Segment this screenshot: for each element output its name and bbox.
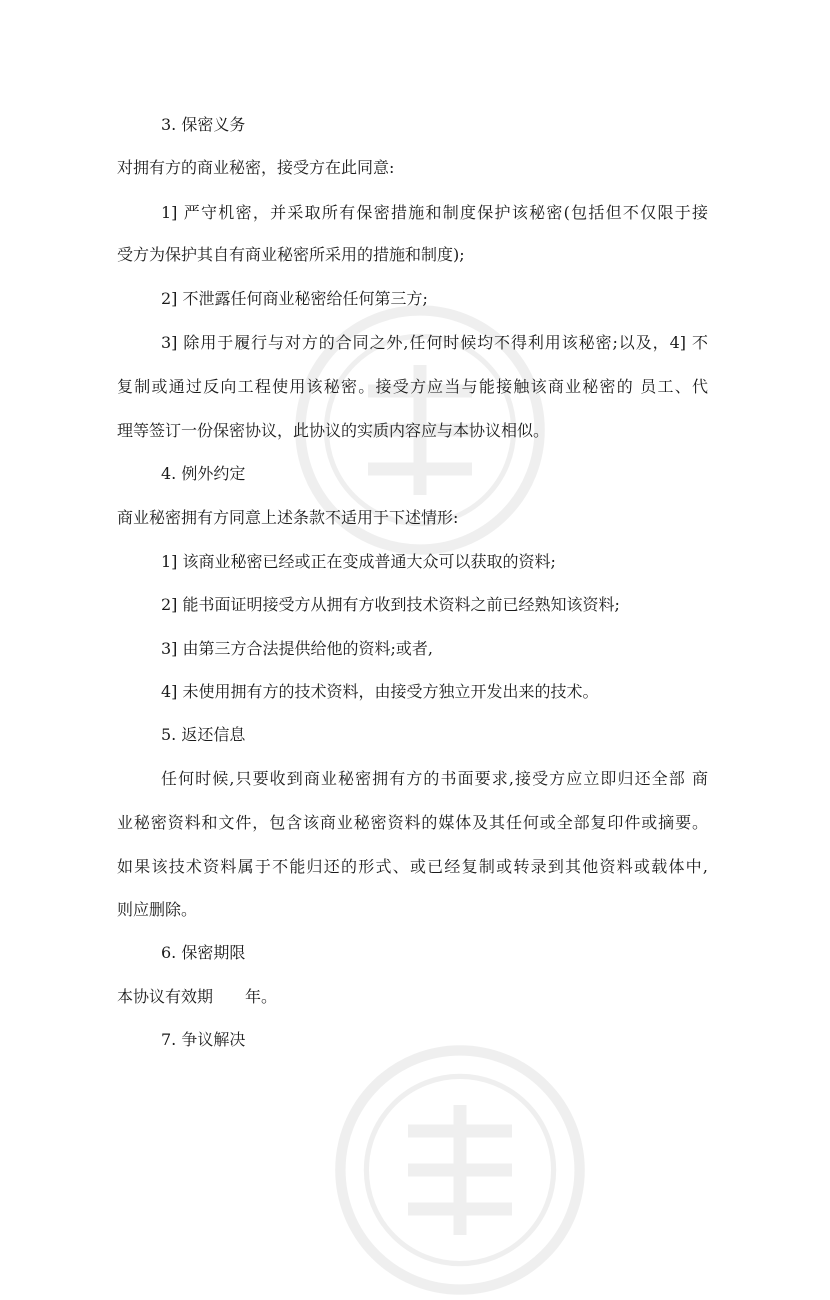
paragraph-line: 2] 能书面证明接受方从拥有方收到技术资料之前已经熟知该资料;	[161, 595, 620, 614]
watermark-icon	[330, 1040, 590, 1300]
section-heading: 6. 保密期限	[161, 943, 246, 962]
section-heading: 4. 例外约定	[161, 464, 246, 483]
paragraph-line: 则应删除。	[117, 900, 198, 919]
paragraph-line: 3] 由第三方合法提供给他的资料;或者,	[161, 639, 433, 658]
paragraph-line: 3] 除用于履行与对方的合同之外,任何时候均不得利用该秘密;以及，4] 不	[161, 333, 708, 352]
paragraph-line: 任何时候,只要收到商业秘密拥有方的书面要求,接受方应立即归还全部 商	[161, 769, 708, 788]
paragraph-line: 商业秘密拥有方同意上述条款不适用于下述情形:	[117, 508, 459, 527]
paragraph-line: 对拥有方的商业秘密，接受方在此同意:	[117, 158, 395, 177]
paragraph-line: 2] 不泄露任何商业秘密给任何第三方;	[161, 289, 428, 308]
paragraph-line: 4] 未使用拥有方的技术资料，由接受方独立开发出来的技术。	[161, 682, 599, 701]
paragraph-line: 业秘密资料和文件，包含该商业秘密资料的媒体及其任何或全部复印件或摘要。	[117, 813, 708, 832]
section-heading: 3. 保密义务	[161, 115, 246, 134]
paragraph-line: 如果该技术资料属于不能归还的形式、或已经复制或转录到其他资料或载体中,	[117, 857, 708, 876]
paragraph-line: 复制或通过反向工程使用该秘密。接受方应当与能接触该商业秘密的 员工、代	[117, 377, 708, 396]
section-heading: 5. 返还信息	[161, 725, 246, 744]
paragraph-line: 受方为保护其自有商业秘密所采用的措施和制度);	[117, 245, 465, 264]
paragraph-line: 1] 该商业秘密已经或正在变成普通大众可以获取的资料;	[161, 552, 556, 571]
paragraph-line: 1] 严守机密，并采取所有保密措施和制度保护该秘密(包括但不仅限于接	[161, 203, 708, 222]
paragraph-line: 本协议有效期 年。	[117, 987, 278, 1006]
paragraph-line: 理等签订一份保密协议，此协议的实质内容应与本协议相似。	[117, 421, 550, 440]
section-heading: 7. 争议解决	[161, 1030, 246, 1049]
